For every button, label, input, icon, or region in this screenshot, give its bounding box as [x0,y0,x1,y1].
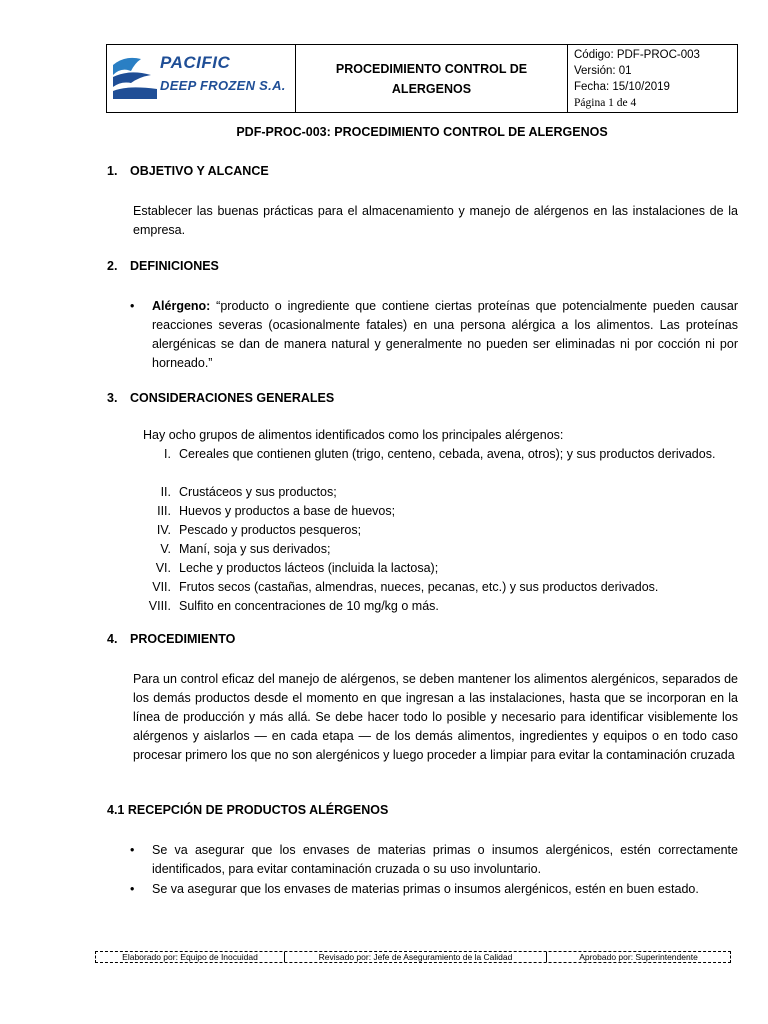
wave-logo-icon [111,51,163,107]
footer-aprobado: Aprobado por: Superintendente [579,952,698,962]
section-number: 1. [107,164,118,178]
section-title: DEFINICIONES [130,259,219,273]
definition-term: Alérgeno: [152,299,211,313]
doc-date: Fecha: 15/10/2019 [574,81,670,93]
document-title: PDF-PROC-003: PROCEDIMIENTO CONTROL DE ALERGENOS [236,125,608,139]
company-logo [107,45,296,112]
allergen-text: Huevos y productos a base de huevos; [179,504,396,518]
allergen-list-item [133,559,738,578]
roman-numeral: V. [160,542,171,556]
reception-bullet [130,841,738,879]
allergen-list-item [133,502,738,521]
section-4-text: Para un control eficaz del manejo de alérgenos, se deben mantener los alimentos alergénicos, separados de los demás productos desde el momento en que ingresan a las instalaciones, hasta que se incorporan en la línea de producción y más allá. Se debe hacer todo lo posible y necesario para identificar visiblemente los alérgenos y aislarlos — en cada etapa — de los demás alimentos, ingredientes y equipos o en todo caso procesar primero los que no son alergénicos y luego proceder a limpiar para evitar la contaminación cruzada [133,672,738,762]
bullet-icon: • [130,299,135,313]
roman-numeral: II. [160,485,171,499]
definition-item [130,297,738,373]
approval-footer [95,951,731,963]
section-title: OBJETIVO Y ALCANCE [130,164,269,178]
allergen-text: Cereales que contienen gluten (trigo, centeno, cebada, avena, otros); y sus productos derivados. [179,447,716,461]
allergen-text: Maní, soja y sus derivados; [179,542,331,556]
section-4-1-heading: 4.1 RECEPCIÓN DE PRODUCTOS ALÉRGENOS [107,803,389,817]
section-number: 2. [107,259,118,273]
bullet-text: Se va asegurar que los envases de materias primas o insumos alergénicos, estén correctamente identificados, para evitar contaminación cruzada o su uso involuntario. [152,843,738,876]
section-3-intro: Hay ocho grupos de alimentos identificados como los principales alérgenos: [143,428,564,442]
definition-text: “producto o ingrediente que contiene ciertas proteínas que potencialmente pueden causar reacciones severas (ocasionalmente fatales) en una persona alérgica a los alimentos. Las proteínas alergénicas se dan de manera natural y generalmente no pueden ser eliminadas ni por cocción ni por horneado.” [152,299,738,370]
section-4-heading [107,632,235,646]
doc-code: Código: PDF-PROC-003 [574,49,700,61]
section-3-heading [107,391,334,405]
document-header [106,44,738,113]
allergen-list-item [133,521,738,540]
header-meta [568,45,737,112]
logo-line1: PACIFIC [160,53,231,72]
section-number: 4. [107,632,118,646]
allergen-list-item [133,540,738,559]
reception-bullet [130,880,738,899]
allergen-text: Crustáceos y sus productos; [179,485,337,499]
section-title: CONSIDERACIONES GENERALES [130,391,335,405]
roman-numeral: VII. [152,580,171,594]
footer-elaborado: Elaborado por: Equipo de Inocuidad [96,952,285,962]
footer-revisado: Revisado por: Jefe de Aseguramiento de la Calidad [285,952,547,962]
allergen-text: Leche y productos lácteos (incluida la lactosa); [179,561,439,575]
logo-line2: DEEP FROZEN S.A. [160,78,286,93]
bullet-icon: • [130,882,135,896]
section-number: 3. [107,391,118,405]
doc-page: Página 1 de 4 [574,97,637,109]
bullet-icon: • [130,843,135,857]
allergen-list-item [133,578,738,597]
allergen-text: Sulfito en concentraciones de 10 mg/kg o más. [179,599,439,613]
allergen-list-item [133,445,738,464]
roman-numeral: I. [164,447,171,461]
header-title: PROCEDIMIENTO CONTROL DE ALERGENOS [296,45,568,112]
allergen-list-item [133,483,738,502]
roman-numeral: VI. [155,561,171,575]
section-2-heading [107,259,219,273]
allergen-text: Pescado y productos pesqueros; [179,523,362,537]
roman-numeral: III. [157,504,171,518]
doc-version: Versión: 01 [574,65,632,77]
section-1-text: Establecer las buenas prácticas para el almacenamiento y manejo de alérgenos en las instalaciones de la empresa. [133,204,738,237]
section-title: PROCEDIMIENTO [130,632,236,646]
bullet-text: Se va asegurar que los envases de materias primas o insumos alergénicos, estén en buen estado. [152,882,699,896]
allergen-text: Frutos secos (castañas, almendras, nueces, pecanas, etc.) y sus productos derivados. [179,580,659,594]
roman-numeral: IV. [156,523,171,537]
section-1-heading [107,164,269,178]
allergen-list-item [133,597,738,616]
roman-numeral: VIII. [148,599,171,613]
